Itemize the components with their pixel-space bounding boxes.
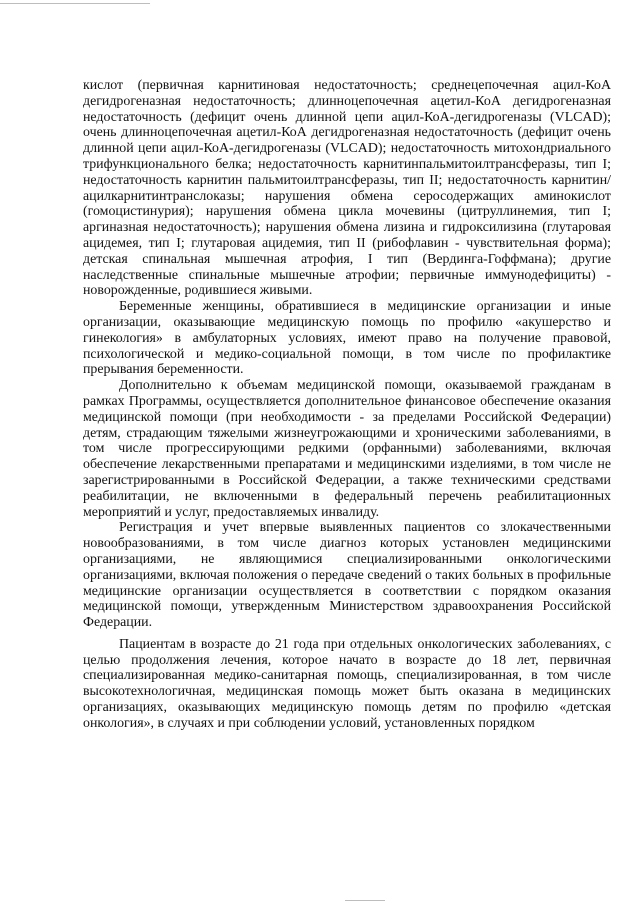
paragraph-2: Беременные женщины, обратившиеся в медицинские организации и иные организации, оказывающие медицинскую помощь по профилю «акушерство и гинекология» в амбулаторных условиях, имеют право на получение правовой, психологической и медико-социальной помощи, в том числе по профилактике прерывания беременности. xyxy=(83,299,611,378)
document-body xyxy=(83,78,611,732)
scan-artifact-top xyxy=(0,3,150,4)
paragraph-1: кислот (первичная карнитиновая недостаточность; среднецепочечная ацил-КоА дегидрогеназная недостаточность; длинноцепочечная ацетил-КоА дегидрогеназная недостаточность (дефицит очень длинной цепи ацил-КоА-дегидрогеназы (VLCAD); очень длинноцепочечная ацетил-КоА дегидрогеназная недостаточность (дефицит очень длинной цепи ацил-КоА-дегидрогеназы (VLCAD); недостаточность митохондриального трифункционального белка; недостаточность карнитинпальмитоилтрансферазы, тип I; недостаточность карнитин пальмитоилтрансферазы, тип II; недостаточность карнитин/ацилкарнитинтранслоказы; нарушения обмена серосодержащих аминокислот (гомоцистинурия); нарушения обмена цикла мочевины (цитруллинемия, тип I; аргиназная недостаточность); нарушения обмена лизина и гидроксилизина (глутаровая ацидемея, тип I; глутаровая ацидемия, тип II (рибофлавин - чувствительная форма); детская спинальная мышечная атрофия, I тип (Вердинга-Гоффмана); другие наследственные спинальные мышечные атрофии; первичные иммунодефициты) - новорожденные, родившиеся живыми. xyxy=(83,78,611,299)
paragraph-5: Пациентам в возрасте до 21 года при отдельных онкологических заболеваниях, с целью продолжения лечения, которое начато в возрасте до 18 лет, первичная специализированная медико-санитарная помощь, специализированная, в том числе высокотехнологичная, медицинская помощь может быть оказана в медицинских организациях, оказывающих медицинскую помощь детям по профилю «детская онкология», в случаях и при соблюдении условий, установленных порядком xyxy=(83,636,611,731)
paragraph-3: Дополнительно к объемам медицинской помощи, оказываемой гражданам в рамках Программы, осуществляется дополнительное финансовое обеспечение оказания медицинской помощи (при необходимости - за пределами Российской Федерации) детям, страдающим тяжелыми жизнеугрожающими и хроническими заболеваниями, в том числе прогрессирующими редкими (орфанными) заболеваниями, включая обеспечение лекарственными препаратами и медицинскими изделиями, в том числе не зарегистрированными в Российской Федерации, а также техническими средствами реабилитации, не включенными в федеральный перечень реабилитационных мероприятий и услуг, предоставляемых инвалиду. xyxy=(83,378,611,520)
scan-artifact-bottom xyxy=(345,900,385,901)
paragraph-4: Регистрация и учет впервые выявленных пациентов со злокачественными новообразованиями, в том числе диагноз которых установлен медицинскими организациями, не являющимися специализированными онкологическими организациями, включая положения о передаче сведений о таких больных в профильные медицинские организации осуществляется в соответствии с порядком оказания медицинской помощи, утвержденным Министерством здравоохранения Российской Федерации. xyxy=(83,520,611,631)
